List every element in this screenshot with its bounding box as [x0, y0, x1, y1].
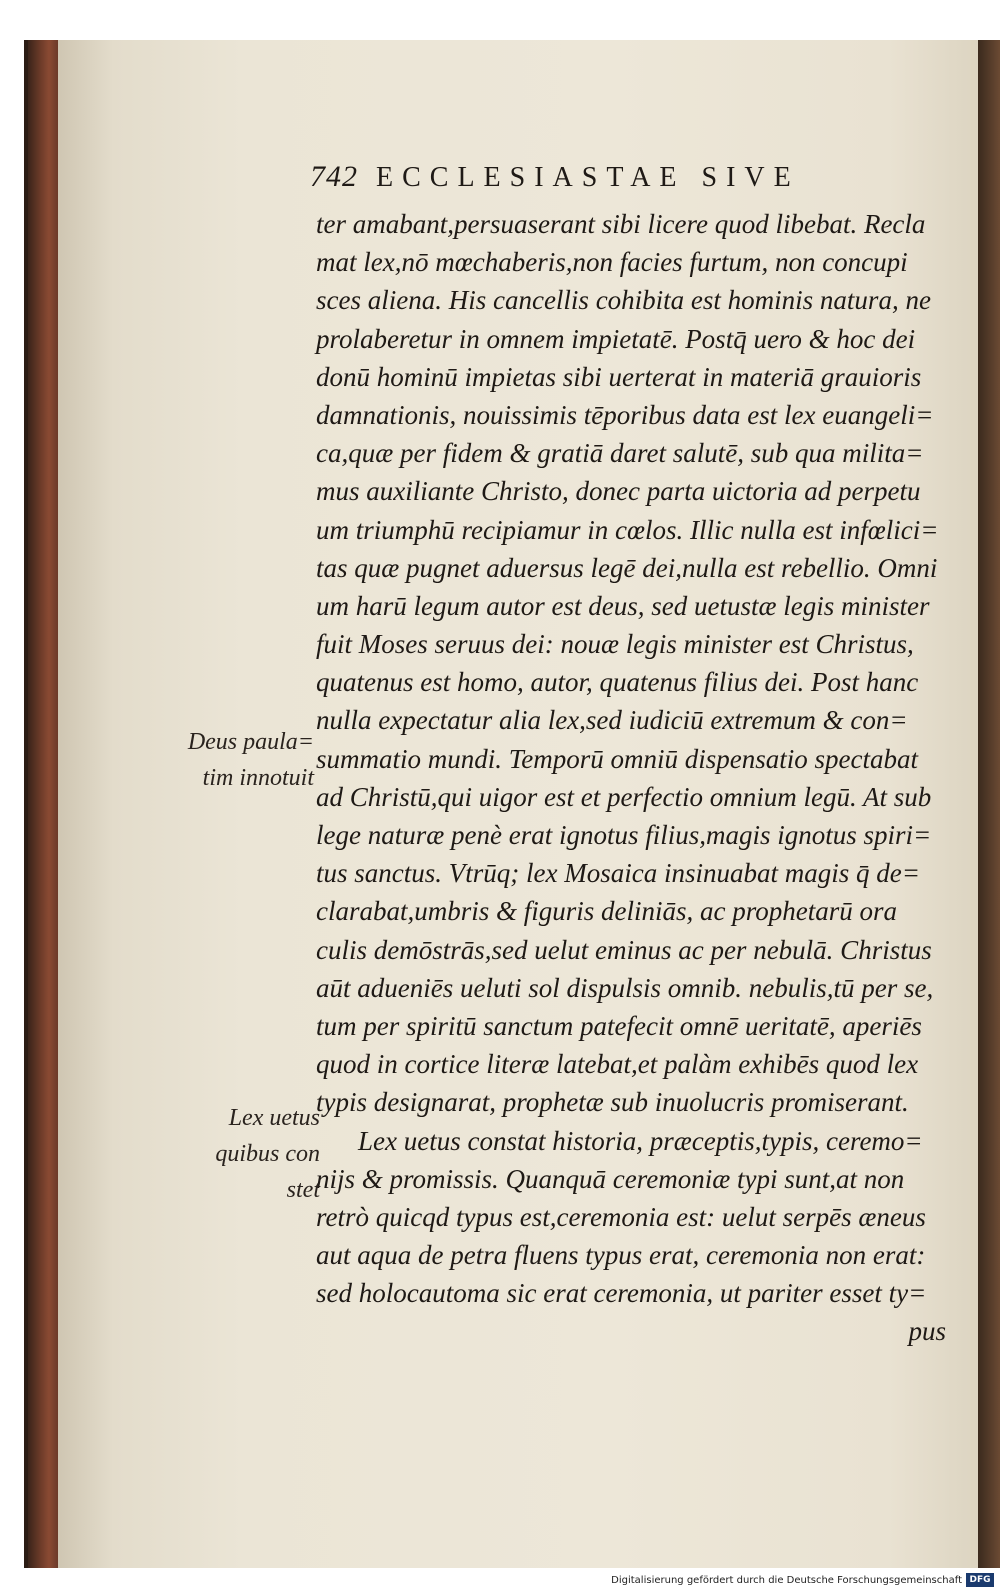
marginal-note-line: Lex uetus: [228, 1105, 320, 1131]
marginal-note: [180, 1100, 320, 1208]
text-line: aut aqua de petra fluens typus erat, ceremonia non erat:: [316, 1240, 926, 1271]
text-line: ad Christū,qui uigor est et perfectio omnium legū. At sub: [316, 781, 932, 812]
text-line: clarabat,umbris & figuris deliniās, ac prophetarū ora: [316, 896, 898, 927]
page-edge: [978, 40, 1000, 1568]
dfg-logo: DFG: [966, 1573, 994, 1587]
page-number: 742: [310, 160, 358, 193]
text-line: donū hominū impietas sibi uerterat in materiā grauioris: [316, 361, 922, 392]
text-line: mus auxiliante Christo, donec parta uictoria ad perpetu: [316, 476, 921, 507]
funding-credit: Digitalisierung gefördert durch die Deutsche Forschungsgemeinschaft: [611, 1575, 962, 1586]
running-title: ECCLESIASTAE SIVE: [376, 162, 800, 193]
text-line: nulla expectatur alia lex,sed iudiciū extremum & con=: [316, 705, 908, 736]
text-line: um triumphū recipiamur in cœlos. Illic nulla est infœlici=: [316, 514, 939, 545]
marginal-note-line: stet: [286, 1177, 320, 1203]
text-line: um harū legum autor est deus, sed uetustæ legis minister: [316, 590, 930, 621]
text-line: tus sanctus. Vtrūq; lex Mosaica insinuabat magis q̄ de=: [316, 858, 920, 889]
marginal-note-line: tim innotuit: [202, 765, 314, 791]
text-line: prolaberetur in omnem impietatē. Postq̄ uero & hoc dei: [316, 323, 916, 354]
marginal-note-line: quibus con: [215, 1141, 320, 1167]
text-line: aūt adueniēs ueluti sol dispulsis omnib. nebulis,tū per se,: [316, 972, 934, 1003]
text-line: typis designarat, prophetæ sub inuolucris promiserant.: [316, 1087, 909, 1118]
book-binding: [28, 40, 58, 1568]
paragraph-start-line: Lex uetus constat historia, præceptis,typis, ceremo=: [358, 1125, 923, 1156]
text-line: tum per spiritū sanctum patefecit omnē ueritatē, aperiēs: [316, 1010, 922, 1041]
body-text: [316, 205, 966, 1351]
marginal-note: [160, 724, 314, 796]
text-line: ca,quæ per fidem & gratiā daret salutē, sub qua milita=: [316, 438, 924, 469]
text-line: nijs & promissis. Quanquā ceremoniæ typi sunt,at non: [316, 1163, 905, 1194]
catchword: pus: [908, 1316, 946, 1347]
text-line: quod in cortice literæ latebat,et palàm exhibēs quod lex: [316, 1049, 919, 1080]
text-line: tas quæ pugnet aduersus legē dei,nulla est rebellio. Omni: [316, 552, 938, 583]
text-line: retrò quicqd typus est,ceremonia est: uelut serpēs æneus: [316, 1201, 926, 1232]
text-line: lege naturæ penè erat ignotus filius,magis ignotus spiri=: [316, 820, 932, 850]
text-line: fuit Moses seruus dei: nouæ legis minister est Christus,: [316, 629, 914, 660]
marginal-note-line: Deus paula=: [187, 729, 314, 755]
text-line: sces aliena. His cancellis cohibita est hominis natura, ne: [316, 285, 931, 316]
text-line: quatenus est homo, autor, quatenus filius dei. Post hanc: [316, 667, 919, 698]
text-line: ter amabant,persuaserant sibi licere quod libebat. Recla: [316, 209, 926, 239]
text-line: summatio mundi. Temporū omniū dispensatio spectabat: [316, 743, 919, 774]
text-line: damnationis, nouissimis tēporibus data est lex euangeli=: [316, 399, 934, 430]
text-line: mat lex,nō mœchaberis,non facies furtum, non concupi: [316, 247, 908, 278]
page-header: [310, 160, 960, 200]
text-line: culis demōstrās,sed uelut eminus ac per nebulā. Christus: [316, 934, 932, 965]
text-line: sed holocautoma sic erat ceremonia, ut pariter esset ty=: [316, 1278, 927, 1309]
